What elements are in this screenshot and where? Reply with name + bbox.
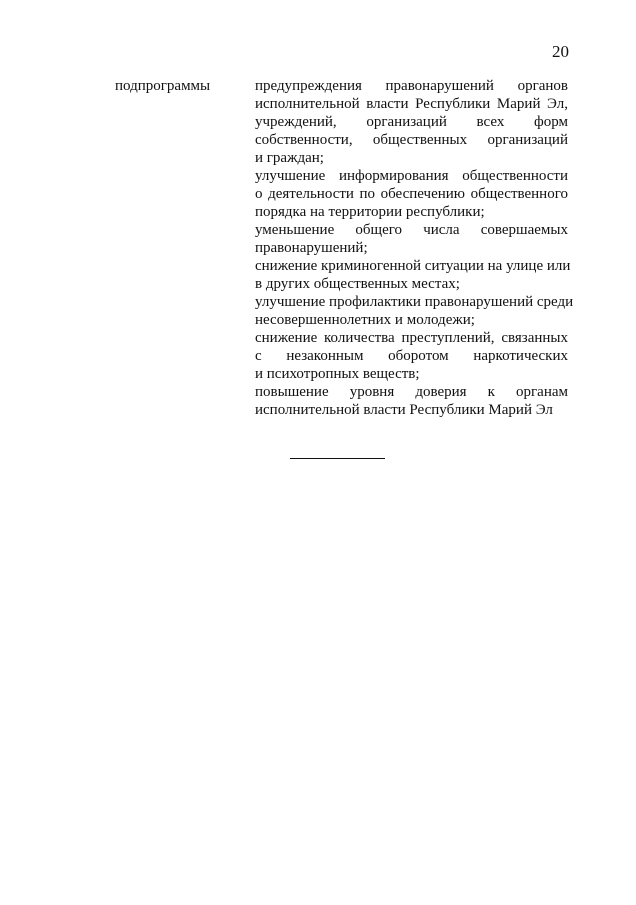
text-line: и психотропных веществ; (255, 366, 420, 382)
row-label-subprogram: подпрограммы (115, 78, 211, 94)
text-line: несовершеннолетних и молодежи; (255, 312, 475, 328)
text-line: исполнительной власти Республики Марий Эл, (255, 96, 568, 112)
text-line: улучшение информирования общественности (255, 168, 568, 184)
text-line: и граждан; (255, 150, 324, 166)
text-line: о деятельности по обеспечению общественного (255, 186, 568, 202)
text-line: правонарушений; (255, 240, 368, 256)
text-line: исполнительной власти Республики Марий Эл (255, 402, 553, 418)
end-divider-line (290, 458, 385, 459)
page-number: 20 (552, 42, 569, 61)
text-line: уменьшение общего числа совершаемых (255, 222, 568, 238)
text-line: учреждений, организаций всех форм (255, 114, 568, 130)
text-line: с незаконным оборотом наркотических (255, 348, 568, 364)
text-line: порядка на территории республики; (255, 204, 485, 220)
text-line: снижение количества преступлений, связанных (255, 330, 568, 346)
text-line: повышение уровня доверия к органам (255, 384, 568, 400)
text-line: улучшение профилактики правонарушений среди (255, 294, 574, 310)
text-line: в других общественных местах; (255, 276, 460, 292)
text-line: собственности, общественных организаций (255, 132, 568, 148)
text-line: предупреждения правонарушений органов (255, 78, 568, 94)
text-line: снижение криминогенной ситуации на улице или (255, 258, 571, 274)
expected-results-text (255, 77, 574, 419)
